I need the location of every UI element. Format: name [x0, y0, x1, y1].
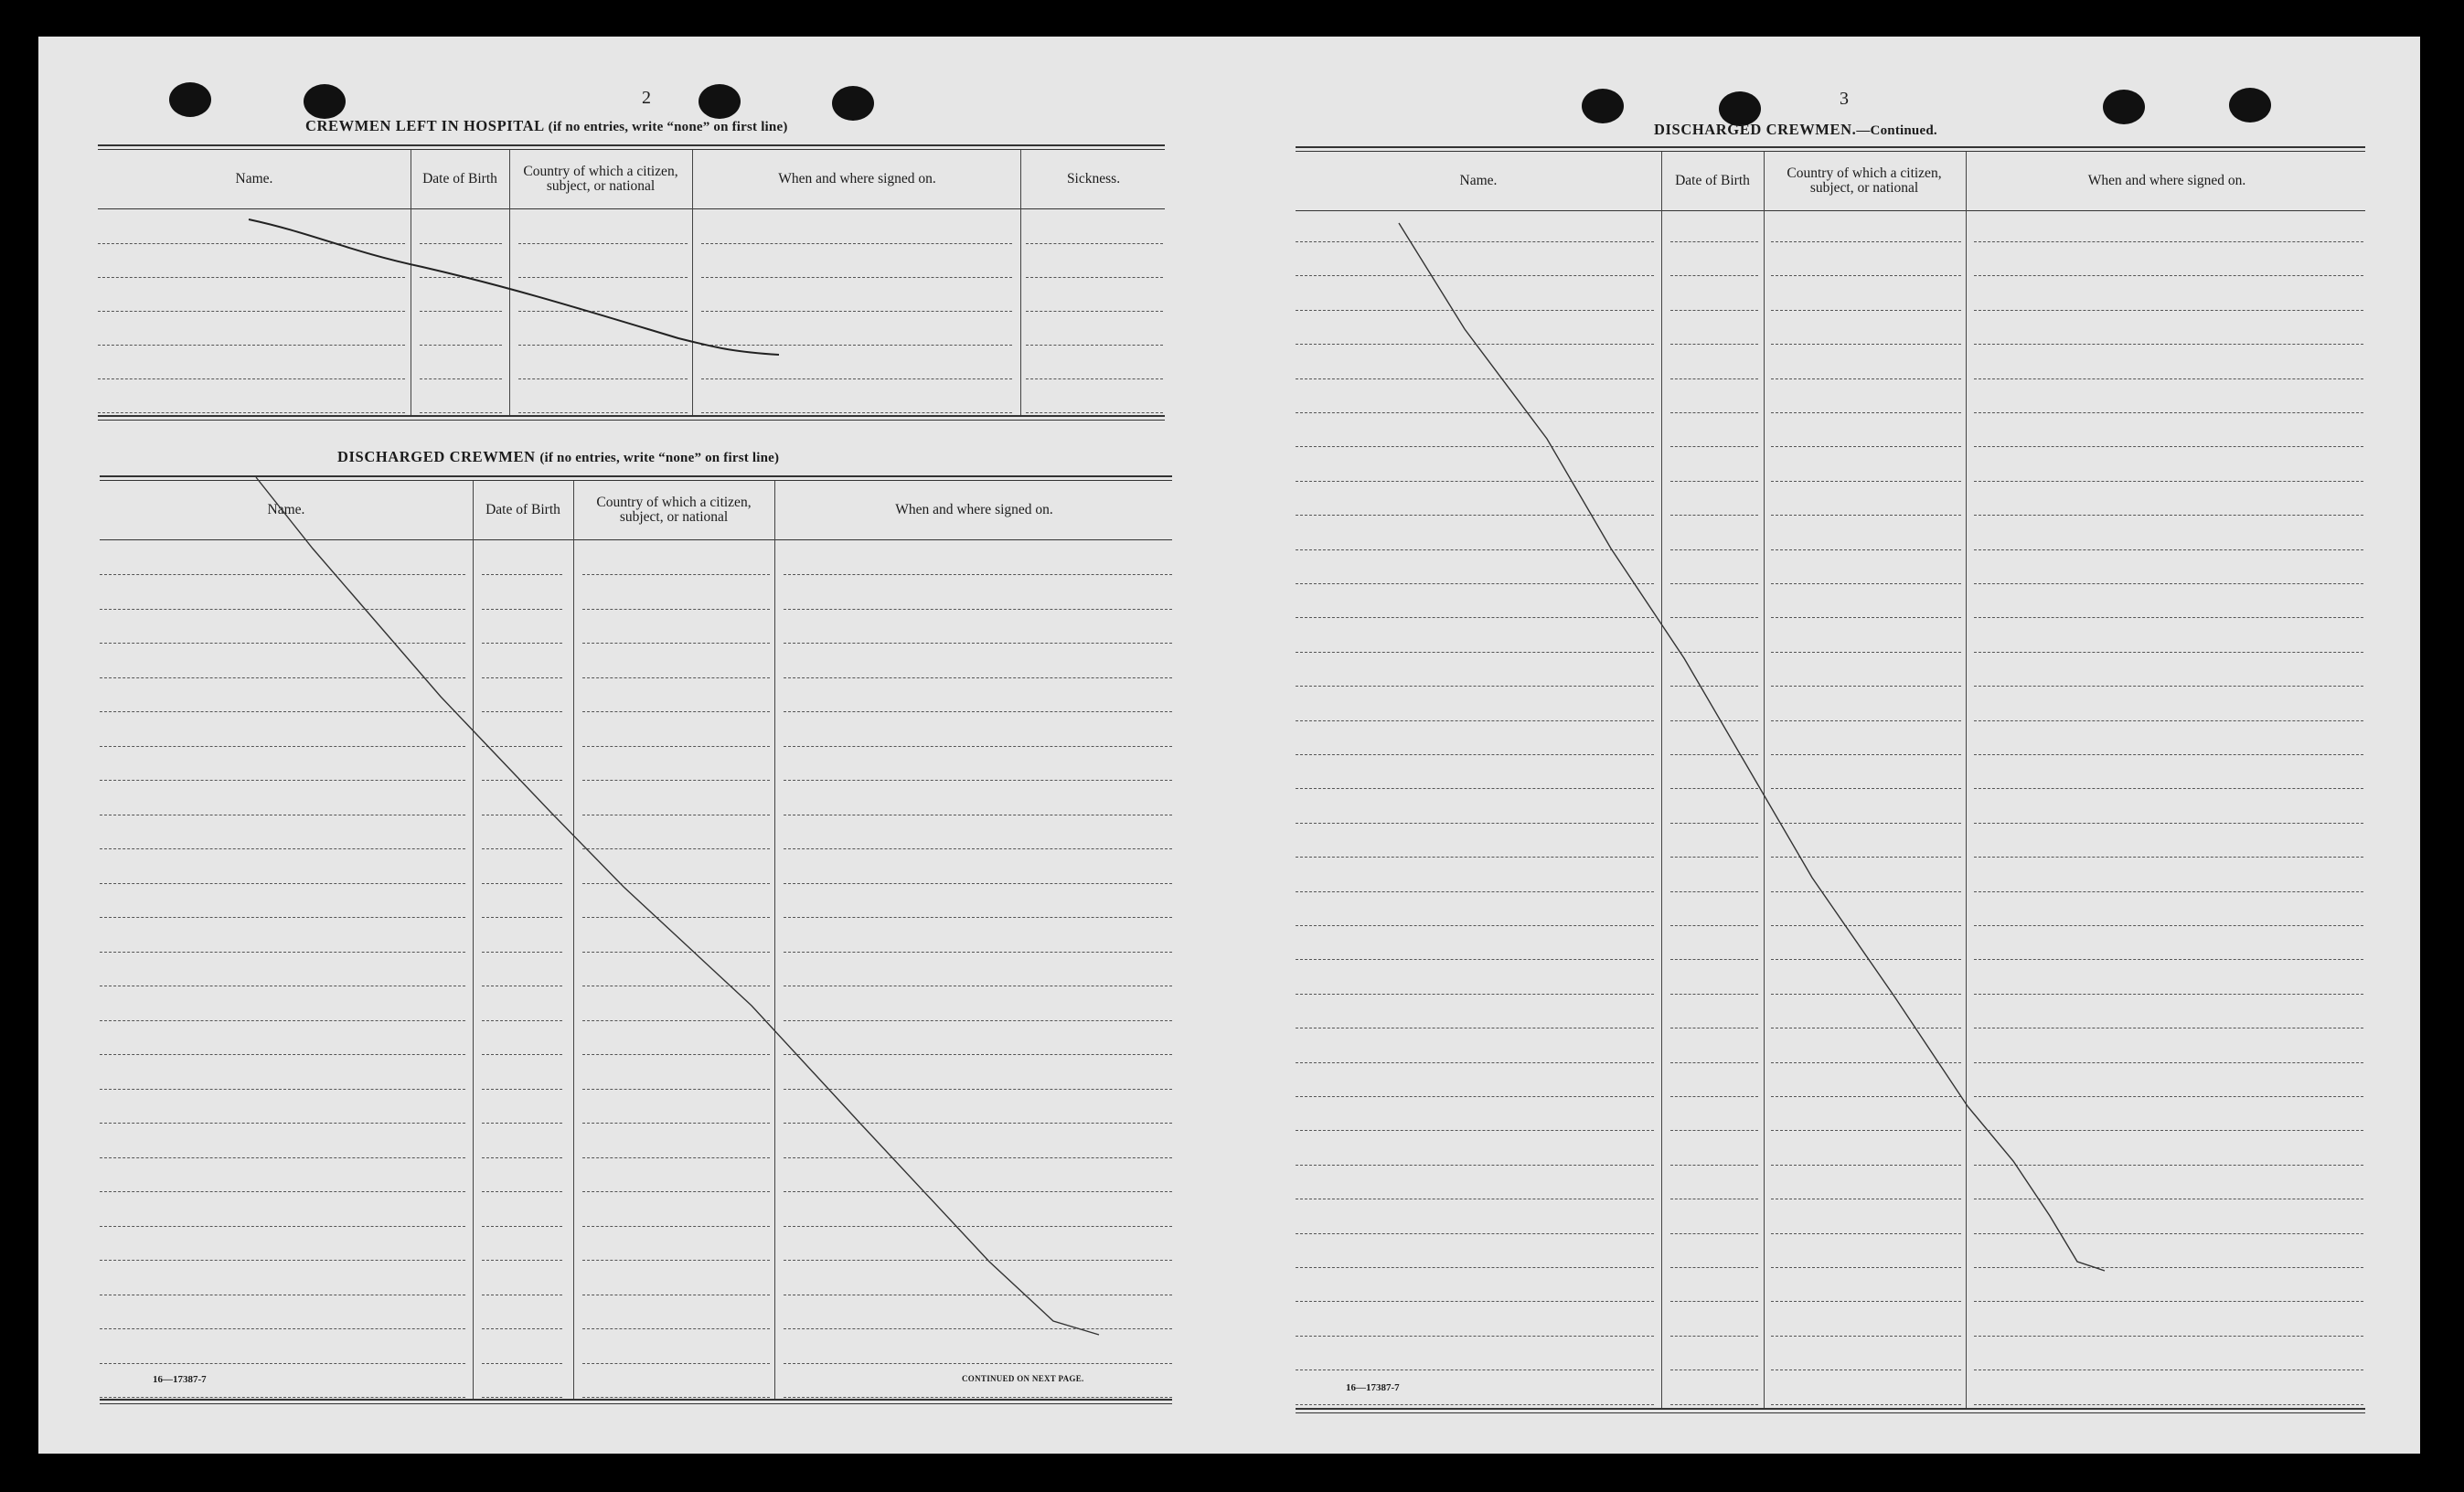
entry-line — [1771, 720, 1961, 721]
entry-line — [1670, 515, 1758, 516]
continued-note: CONTINUED ON NEXT PAGE. — [962, 1374, 1084, 1383]
entry-line — [518, 277, 688, 278]
entry-line — [1296, 652, 1654, 653]
entry-line — [1771, 549, 1961, 550]
entry-line — [1670, 652, 1758, 653]
entry-line — [1296, 1301, 1654, 1302]
entry-line — [100, 952, 465, 953]
entry-line — [100, 1157, 465, 1158]
punch-hole — [1582, 89, 1624, 123]
entry-line — [1771, 891, 1961, 892]
entry-line — [1670, 1267, 1758, 1268]
entry-line — [1771, 1165, 1961, 1166]
entry-line — [1296, 1404, 1654, 1405]
entry-line — [1296, 1369, 1654, 1370]
entry-line — [582, 1123, 770, 1124]
entry-line — [1771, 1096, 1961, 1097]
entry-line — [1296, 241, 1654, 242]
entry-line — [1974, 959, 2363, 960]
document-sheet — [38, 37, 2420, 1454]
entry-line — [784, 1020, 1172, 1021]
entry-line — [1670, 857, 1758, 858]
entry-line — [1974, 515, 2363, 516]
entry-line — [1771, 310, 1961, 311]
entry-line — [1771, 959, 1961, 960]
entry-line — [1771, 1336, 1961, 1337]
column-header-sickness: Sickness. — [1066, 171, 1121, 186]
entry-line — [582, 1157, 770, 1158]
entry-line — [482, 1020, 562, 1021]
entry-line — [1974, 344, 2363, 345]
entry-line — [784, 1089, 1172, 1090]
entry-line — [100, 1226, 465, 1227]
entry-line — [482, 1328, 562, 1329]
entry-line — [518, 378, 688, 379]
entry-line — [1026, 412, 1163, 413]
entry-line — [582, 1328, 770, 1329]
entry-line — [1296, 1267, 1654, 1268]
entry-line — [420, 311, 502, 312]
form-number: 16—17387-7 — [1346, 1382, 1400, 1393]
entry-line — [582, 1089, 770, 1090]
entry-line — [1670, 378, 1758, 379]
entry-line — [98, 277, 405, 278]
entry-line — [784, 1157, 1172, 1158]
discharged-table-continued — [1296, 146, 2365, 1419]
entry-line — [482, 677, 562, 678]
entry-line — [1670, 1062, 1758, 1063]
entry-line — [100, 1363, 465, 1364]
entry-line — [1670, 1096, 1758, 1097]
entry-line — [482, 1054, 562, 1055]
entry-line — [100, 677, 465, 678]
entry-line — [784, 848, 1172, 849]
entry-line — [420, 412, 502, 413]
entry-line — [784, 574, 1172, 575]
entry-line — [582, 1054, 770, 1055]
entry-line — [1974, 412, 2363, 413]
entry-line — [100, 883, 465, 884]
entry-line — [1974, 686, 2363, 687]
entry-line — [1771, 1369, 1961, 1370]
entry-line — [1670, 241, 1758, 242]
entry-line — [1296, 1336, 1654, 1337]
column-header-name: Name. — [267, 502, 305, 517]
entry-line — [1296, 275, 1654, 276]
entry-line — [1670, 959, 1758, 960]
punch-hole — [304, 84, 346, 119]
punch-hole — [832, 86, 874, 121]
entry-line — [98, 378, 405, 379]
entry-line — [100, 746, 465, 747]
hospital-table — [98, 144, 1165, 428]
entry-line — [482, 1363, 562, 1364]
entry-line — [582, 780, 770, 781]
entry-line — [482, 711, 562, 712]
entry-line — [1670, 617, 1758, 618]
entry-line — [1974, 583, 2363, 584]
entry-line — [784, 1363, 1172, 1364]
entry-line — [784, 643, 1172, 644]
entry-line — [100, 848, 465, 849]
entry-line — [1670, 925, 1758, 926]
entry-line — [1974, 1369, 2363, 1370]
entry-line — [1771, 515, 1961, 516]
entry-line — [420, 378, 502, 379]
entry-line — [1026, 277, 1163, 278]
entry-line — [482, 1089, 562, 1090]
entry-line — [100, 1260, 465, 1261]
entry-line — [582, 574, 770, 575]
column-header-name: Name. — [1459, 173, 1498, 188]
entry-line — [1771, 754, 1961, 755]
entry-line — [784, 746, 1172, 747]
entry-line — [1026, 378, 1163, 379]
entry-line — [98, 412, 405, 413]
entry-line — [1296, 1062, 1654, 1063]
entry-line — [1974, 378, 2363, 379]
entry-line — [1974, 481, 2363, 482]
entry-line — [1296, 925, 1654, 926]
entry-line — [482, 1397, 562, 1398]
entry-line — [582, 952, 770, 953]
entry-line — [1296, 412, 1654, 413]
entry-line — [1974, 1267, 2363, 1268]
entry-line — [1771, 652, 1961, 653]
entry-line — [1771, 617, 1961, 618]
entry-line — [1771, 446, 1961, 447]
entry-line — [582, 643, 770, 644]
punch-hole — [2229, 88, 2271, 123]
entry-line — [582, 1363, 770, 1364]
page-number: 2 — [642, 88, 651, 108]
entry-line — [582, 1191, 770, 1192]
entry-line — [1296, 549, 1654, 550]
entry-line — [100, 711, 465, 712]
entry-line — [100, 643, 465, 644]
entry-line — [100, 574, 465, 575]
entry-line — [1296, 1165, 1654, 1166]
entry-line — [1296, 857, 1654, 858]
entry-line — [1670, 891, 1758, 892]
entry-line — [100, 780, 465, 781]
column-header-signed-on: When and where signed on. — [778, 171, 936, 186]
entry-line — [1296, 720, 1654, 721]
entry-line — [420, 345, 502, 346]
entry-line — [1296, 344, 1654, 345]
entry-line — [1974, 1062, 2363, 1063]
entry-line — [1771, 686, 1961, 687]
entry-line — [1771, 788, 1961, 789]
entry-line — [1974, 823, 2363, 824]
entry-line — [784, 1397, 1172, 1398]
entry-line — [518, 345, 688, 346]
entry-line — [482, 1123, 562, 1124]
entry-line — [482, 746, 562, 747]
entry-line — [1771, 1130, 1961, 1131]
entry-line — [1670, 481, 1758, 482]
entry-line — [1296, 446, 1654, 447]
entry-line — [420, 277, 502, 278]
entry-line — [1296, 310, 1654, 311]
entry-line — [482, 883, 562, 884]
entry-line — [1974, 857, 2363, 858]
entry-line — [1771, 857, 1961, 858]
entry-line — [1974, 617, 2363, 618]
entry-line — [1974, 241, 2363, 242]
entry-line — [701, 345, 1012, 346]
entry-line — [518, 412, 688, 413]
entry-line — [1670, 994, 1758, 995]
entry-line — [1771, 1301, 1961, 1302]
entry-line — [784, 609, 1172, 610]
entry-line — [1771, 823, 1961, 824]
entry-line — [582, 746, 770, 747]
entry-line — [1771, 1404, 1961, 1405]
entry-line — [1670, 310, 1758, 311]
entry-line — [1771, 1267, 1961, 1268]
column-header-country: Country of which a citizen, subject, or national — [523, 164, 678, 194]
section-title-discharged-continued: DISCHARGED CREWMEN.—Continued. — [1654, 121, 1937, 138]
entry-line — [1974, 275, 2363, 276]
entry-line — [1771, 925, 1961, 926]
punch-hole — [2103, 90, 2145, 124]
form-number: 16—17387-7 — [153, 1374, 207, 1385]
entry-line — [1974, 1233, 2363, 1234]
entry-line — [1296, 617, 1654, 618]
entry-line — [1974, 1096, 2363, 1097]
entry-line — [701, 378, 1012, 379]
entry-line — [582, 711, 770, 712]
entry-line — [1974, 1130, 2363, 1131]
entry-line — [1974, 652, 2363, 653]
entry-line — [1974, 1336, 2363, 1337]
entry-line — [1771, 583, 1961, 584]
entry-line — [1296, 1233, 1654, 1234]
entry-line — [1670, 788, 1758, 789]
entry-line — [1670, 1369, 1758, 1370]
entry-line — [482, 848, 562, 849]
entry-line — [1296, 994, 1654, 995]
entry-line — [1771, 344, 1961, 345]
column-header-country: Country of which a citizen, subject, or national — [596, 495, 752, 525]
entry-line — [1974, 1404, 2363, 1405]
entry-line — [1670, 1336, 1758, 1337]
entry-line — [1670, 1301, 1758, 1302]
entry-line — [582, 917, 770, 918]
entry-line — [1670, 549, 1758, 550]
entry-line — [482, 1260, 562, 1261]
entry-line — [100, 1191, 465, 1192]
entry-line — [1974, 994, 2363, 995]
entry-line — [784, 1123, 1172, 1124]
entry-line — [1771, 1062, 1961, 1063]
entry-line — [784, 883, 1172, 884]
entry-line — [1670, 686, 1758, 687]
entry-line — [100, 1397, 465, 1398]
entry-line — [1974, 788, 2363, 789]
entry-line — [1771, 1233, 1961, 1234]
entry-line — [784, 952, 1172, 953]
entry-line — [1974, 891, 2363, 892]
entry-line — [1670, 1130, 1758, 1131]
entry-line — [100, 1054, 465, 1055]
entry-line — [582, 1020, 770, 1021]
entry-line — [582, 883, 770, 884]
punch-hole — [169, 82, 211, 117]
entry-line — [1974, 446, 2363, 447]
entry-line — [1670, 583, 1758, 584]
column-header-signed-on: When and where signed on. — [2087, 173, 2246, 188]
entry-line — [784, 711, 1172, 712]
entry-line — [482, 643, 562, 644]
entry-line — [1670, 1165, 1758, 1166]
column-header-date-of-birth: Date of Birth — [422, 171, 497, 186]
entry-line — [98, 311, 405, 312]
column-header-date-of-birth: Date of Birth — [485, 502, 560, 517]
entry-line — [1670, 412, 1758, 413]
entry-line — [1974, 1165, 2363, 1166]
entry-line — [784, 677, 1172, 678]
entry-line — [1026, 345, 1163, 346]
entry-line — [482, 780, 562, 781]
entry-line — [701, 277, 1012, 278]
entry-line — [784, 1191, 1172, 1192]
entry-line — [100, 1089, 465, 1090]
punch-hole — [699, 84, 741, 119]
entry-line — [784, 917, 1172, 918]
entry-line — [1771, 481, 1961, 482]
entry-line — [1771, 412, 1961, 413]
entry-line — [98, 243, 405, 244]
entry-line — [1771, 275, 1961, 276]
entry-line — [482, 609, 562, 610]
entry-line — [1771, 241, 1961, 242]
entry-line — [1974, 549, 2363, 550]
entry-line — [784, 1328, 1172, 1329]
entry-line — [100, 917, 465, 918]
entry-line — [1296, 1130, 1654, 1131]
entry-line — [582, 609, 770, 610]
entry-line — [1670, 275, 1758, 276]
entry-line — [1296, 891, 1654, 892]
entry-line — [1670, 1404, 1758, 1405]
entry-line — [1974, 310, 2363, 311]
entry-line — [98, 345, 405, 346]
entry-line — [1974, 1301, 2363, 1302]
entry-line — [420, 243, 502, 244]
entry-line — [701, 412, 1012, 413]
entry-line — [1771, 994, 1961, 995]
entry-line — [1670, 1233, 1758, 1234]
entry-line — [1670, 720, 1758, 721]
column-header-name: Name. — [235, 171, 273, 186]
entry-line — [701, 243, 1012, 244]
entry-line — [1670, 446, 1758, 447]
entry-line — [482, 1226, 562, 1227]
entry-line — [1771, 378, 1961, 379]
entry-line — [518, 243, 688, 244]
entry-line — [1296, 481, 1654, 482]
entry-line — [482, 917, 562, 918]
entry-line — [1670, 344, 1758, 345]
entry-line — [1296, 754, 1654, 755]
entry-line — [1026, 311, 1163, 312]
entry-line — [582, 1260, 770, 1261]
entry-line — [1974, 925, 2363, 926]
entry-line — [1026, 243, 1163, 244]
entry-line — [582, 677, 770, 678]
entry-line — [100, 609, 465, 610]
entry-line — [100, 1328, 465, 1329]
column-header-date-of-birth: Date of Birth — [1675, 173, 1750, 188]
entry-line — [784, 1226, 1172, 1227]
entry-line — [1296, 959, 1654, 960]
entry-line — [100, 1020, 465, 1021]
entry-line — [1296, 788, 1654, 789]
entry-line — [784, 1260, 1172, 1261]
entry-line — [1296, 583, 1654, 584]
entry-line — [1670, 823, 1758, 824]
entry-line — [482, 574, 562, 575]
section-title-discharged: DISCHARGED CREWMEN (if no entries, write “none” on first line) — [337, 448, 780, 465]
entry-line — [518, 311, 688, 312]
entry-line — [701, 311, 1012, 312]
entry-line — [1296, 1096, 1654, 1097]
entry-line — [1974, 754, 2363, 755]
entry-line — [582, 1397, 770, 1398]
entry-line — [1296, 515, 1654, 516]
column-header-signed-on: When and where signed on. — [895, 502, 1053, 517]
entry-line — [784, 780, 1172, 781]
entry-line — [582, 1226, 770, 1227]
column-header-country: Country of which a citizen, subject, or national — [1787, 165, 1942, 196]
entry-line — [482, 1157, 562, 1158]
section-title-hospital: CREWMEN LEFT IN HOSPITAL (if no entries, write “none” on first line) — [305, 117, 788, 134]
entry-line — [100, 1123, 465, 1124]
entry-line — [482, 1191, 562, 1192]
entry-line — [784, 1054, 1172, 1055]
page-number: 3 — [1840, 89, 1849, 109]
entry-line — [1296, 823, 1654, 824]
discharged-table — [100, 475, 1172, 1408]
entry-line — [1670, 754, 1758, 755]
entry-line — [1974, 720, 2363, 721]
entry-line — [582, 848, 770, 849]
entry-line — [1296, 378, 1654, 379]
entry-line — [1296, 686, 1654, 687]
entry-line — [482, 952, 562, 953]
